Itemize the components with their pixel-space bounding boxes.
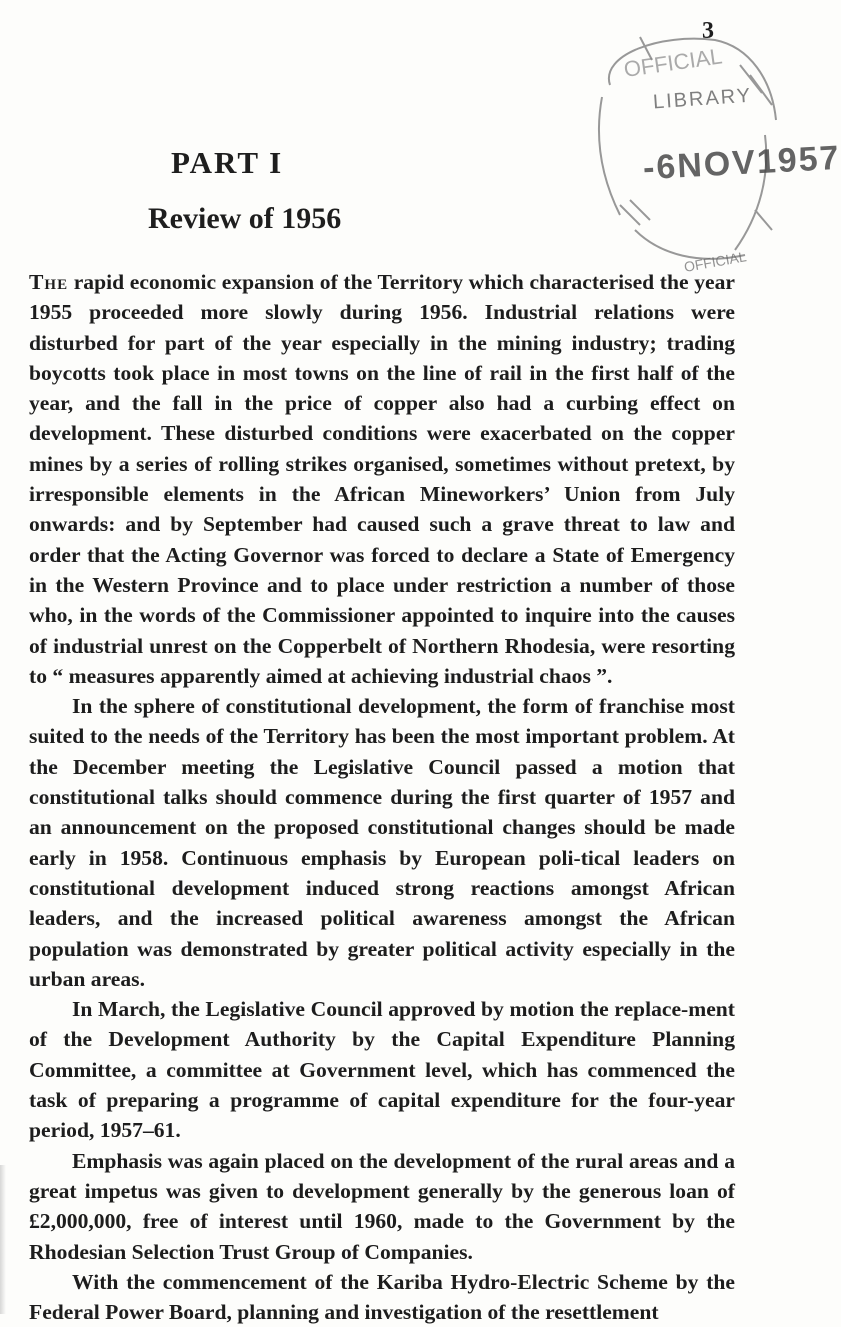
stamp-library-text: LIBRARY bbox=[652, 84, 753, 114]
page-number: 3 bbox=[702, 18, 714, 44]
paragraph-1 bbox=[29, 267, 735, 691]
part-heading: PART I bbox=[171, 145, 284, 180]
section-subtitle: Review of 1956 bbox=[148, 202, 342, 235]
paragraph-3: In March, the Legislative Council approved by motion the replace-ment of the Development Authority by the Capital Expenditure Planning Committee, a committee at Government level, which has commenced the task of preparing a programme of capital expenditure for the four-year period, 1957–61. bbox=[29, 997, 735, 1143]
paragraph-5: With the commencement of the Kariba Hydro-Electric Scheme by the Federal Power Board, planning and investigation of the resettlement bbox=[29, 1269, 735, 1325]
body-text bbox=[29, 267, 735, 1327]
paragraph-4: Emphasis was again placed on the development of the rural areas and a great impetus was given to development generally by the generous loan of £2,000,000, free of interest until 1960, made to the Government by the Rhodesian Selection Trust Group of Companies. bbox=[29, 1148, 735, 1264]
stamp-official-text: OFFICIAL bbox=[622, 43, 724, 82]
opening-word: The bbox=[29, 270, 69, 294]
svg-text:OFFICIAL: OFFICIAL bbox=[682, 248, 748, 275]
paragraph-2: In the sphere of constitutional development, the form of franchise most suited to the needs of the Territory has been the most important problem. At the December meeting the Legislative Council passed a motion that constitutional talks should commence during the first quarter of 1957 and an announcement on the proposed constitutional changes should be made early in 1958. Continuous emphasis by European poli-tical leaders on constitutional development induced strong reactions amongst African leaders, and the increased political awareness amongst the African population was demonstrated by greater political activity especially in the urban areas. bbox=[29, 694, 735, 991]
paragraph-1-text: rapid economic expansion of the Territory which characterised the year 1955 proceeded more slowly during 1956. Industrial relations were disturbed for part of the year especially in the mining industry; trading boycotts took place in most towns on the line of rail in the first half of the year, and the fall in the price of copper also had a curbing effect on development. These disturbed conditions were exacerbated on the copper mines by a series of rolling strikes organised, sometimes without pretext, by irresponsible elements in the African Mineworkers’ Union from July onwards: and by September had caused such a grave threat to law and order that the Acting Governor was forced to declare a State of Emergency in the Western Province and to place under restriction a number of those who, in the words of the Commissioner appointed to inquire into the causes of industrial unrest on the Copperbelt of Northern Rhodesia, were resorting to “ measures apparently aimed at achieving industrial chaos ”. bbox=[29, 270, 735, 688]
stamp-date-text: -6NOV1957 bbox=[642, 138, 841, 188]
scan-edge-shadow bbox=[0, 1165, 6, 1314]
